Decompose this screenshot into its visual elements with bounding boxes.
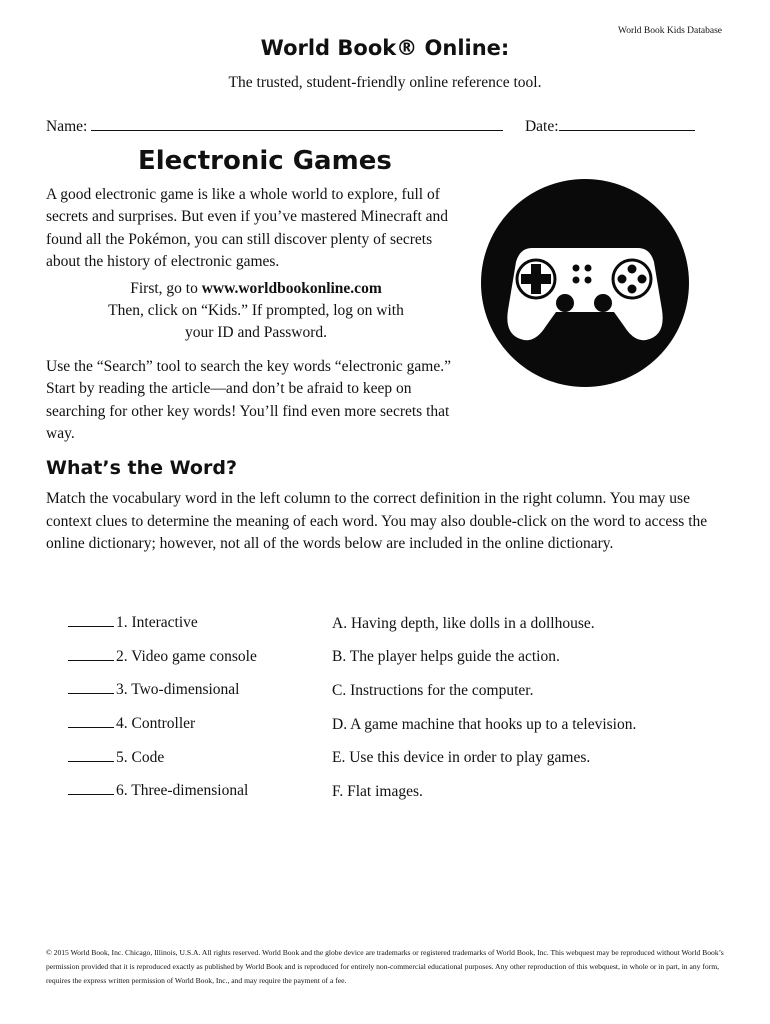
step-2: Then, click on “Kids.” If prompted, log on with	[108, 302, 404, 319]
vocab-item: 1. Interactive	[68, 614, 198, 632]
vocab-item: 2. Video game console	[68, 648, 257, 666]
definition-item: D. A game machine that hooks up to a television.	[332, 716, 637, 733]
definition-item: B. The player helps guide the action.	[332, 648, 560, 665]
name-label: Name:	[46, 118, 88, 135]
definition-item: E. Use this device in order to play games.	[332, 749, 591, 766]
step-3: your ID and Password.	[184, 324, 328, 341]
steps-block	[46, 278, 466, 344]
answer-blank[interactable]	[68, 614, 114, 627]
step-1: First, go to www.worldbookonline.com	[130, 280, 382, 297]
activity-instructions: Match the vocabulary word in the left column to the correct definition in the right column. You may use context clues to determine the meaning of each word. You may also double-click on the word to access the online dictionary; however, not all of the words below are included in the online dictionary.	[46, 490, 708, 552]
vocab-item: 3. Two-dimensional	[68, 681, 239, 699]
intro-paragraph: A good electronic game is like a whole world to explore, full of secrets and surprises. But even if you’ve mastered Minecraft and found all the Pokémon, you can still discover plenty of secrets about the history of electronic games.	[46, 186, 449, 270]
date-label: Date:	[524, 118, 559, 135]
search-paragraph: Use the “Search” tool to search the key words “electronic game.” Start by reading the article—and don’t be afraid to keep on searching for other key words! You’ll find even more secrets that way.	[46, 358, 451, 442]
game-controller-icon	[480, 160, 690, 410]
database-label: World Book Kids Database	[618, 26, 722, 36]
vocab-item: 5. Code	[68, 749, 164, 767]
article-heading: Electronic Games	[138, 146, 392, 176]
definition-item: C. Instructions for the computer.	[332, 682, 534, 699]
name-field[interactable]	[91, 118, 503, 131]
answer-blank[interactable]	[68, 715, 114, 728]
page-subtitle: The trusted, student-friendly online reference tool.	[228, 74, 542, 91]
vocab-item: 6. Three-dimensional	[68, 782, 248, 800]
vocab-item: 4. Controller	[68, 715, 195, 733]
answer-blank[interactable]	[68, 782, 114, 795]
date-field[interactable]	[559, 118, 695, 131]
website-link[interactable]: www.worldbookonline.com	[201, 280, 382, 297]
answer-blank[interactable]	[68, 648, 114, 661]
definition-item: F. Flat images.	[332, 783, 423, 800]
page-title: World Book® Online:	[260, 36, 510, 60]
activity-heading: What’s the Word?	[46, 457, 237, 479]
answer-blank[interactable]	[68, 749, 114, 762]
name-date-row	[46, 118, 695, 136]
answer-blank[interactable]	[68, 681, 114, 694]
definition-item: A. Having depth, like dolls in a dollhouse.	[332, 615, 595, 632]
copyright-footer: © 2015 World Book, Inc. Chicago, Illinois, U.S.A. All rights reserved. World Book and the globe device are trademarks or registered trademarks of World Book, Inc. This webquest may be reproduced without World Book’s permission provided that it is reproduced exactly as published by World Book and is reproduced for entirely non-commercial educational purposes. Any other reproduction of this webquest, in whole or in part, in any form, requires the express written permission of World Book, Inc., and may require the payment of a fee.	[46, 948, 724, 985]
